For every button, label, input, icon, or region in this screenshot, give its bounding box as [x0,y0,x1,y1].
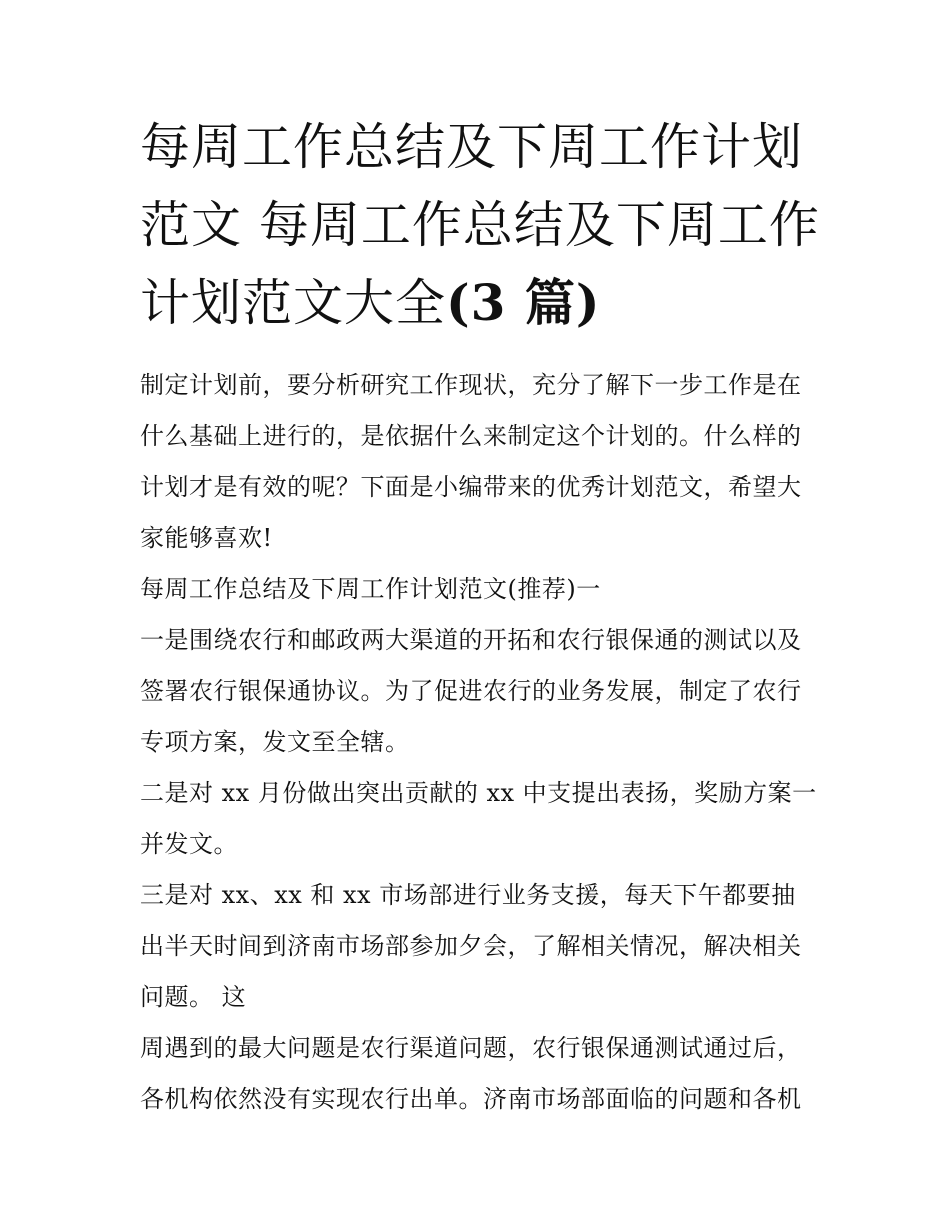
document-body [140,360,820,1125]
body-paragraph-2: 二是对 xx 月份做出突出贡献的 xx 中支提出表扬，奖励方案一并发文。 [140,779,817,858]
title-suffix-text: (3 篇) [446,273,601,332]
body-paragraph-3: 三是对 xx、xx 和 xx 市场部进行业务支援，每天下午都要抽出半天时间到济南市场部参加夕会，了解相关情况，解决相关问题。 这 [140,881,802,1011]
intro-paragraph: 制定计划前，要分析研究工作现状，充分了解下一步工作是在什么基础上进行的，是依据什么来制定这个计划的。什么样的计划才是有效的呢？下面是小编带来的优秀计划范文，希望大家能够喜欢! [140,371,802,552]
body-paragraph-1: 一是围绕农行和邮政两大渠道的开拓和农行银保通的测试以及签署农行银保通协议。为了促进农行的业务发展，制定了农行专项方案，发文至全辖。 [140,626,802,756]
document-page [140,108,820,1125]
body-paragraph-4: 周遇到的最大问题是农行渠道问题，农行银保通测试通过后，各机构依然没有实现农行出单。济南市场部面临的问题和各机 [140,1034,802,1113]
document-title [140,108,820,342]
title-main-text: 每周工作总结及下周工作计划范文 每周工作总结及下周工作计划范文大全 [140,118,820,332]
section-heading: 每周工作总结及下周工作计划范文(推荐)一 [140,575,601,603]
